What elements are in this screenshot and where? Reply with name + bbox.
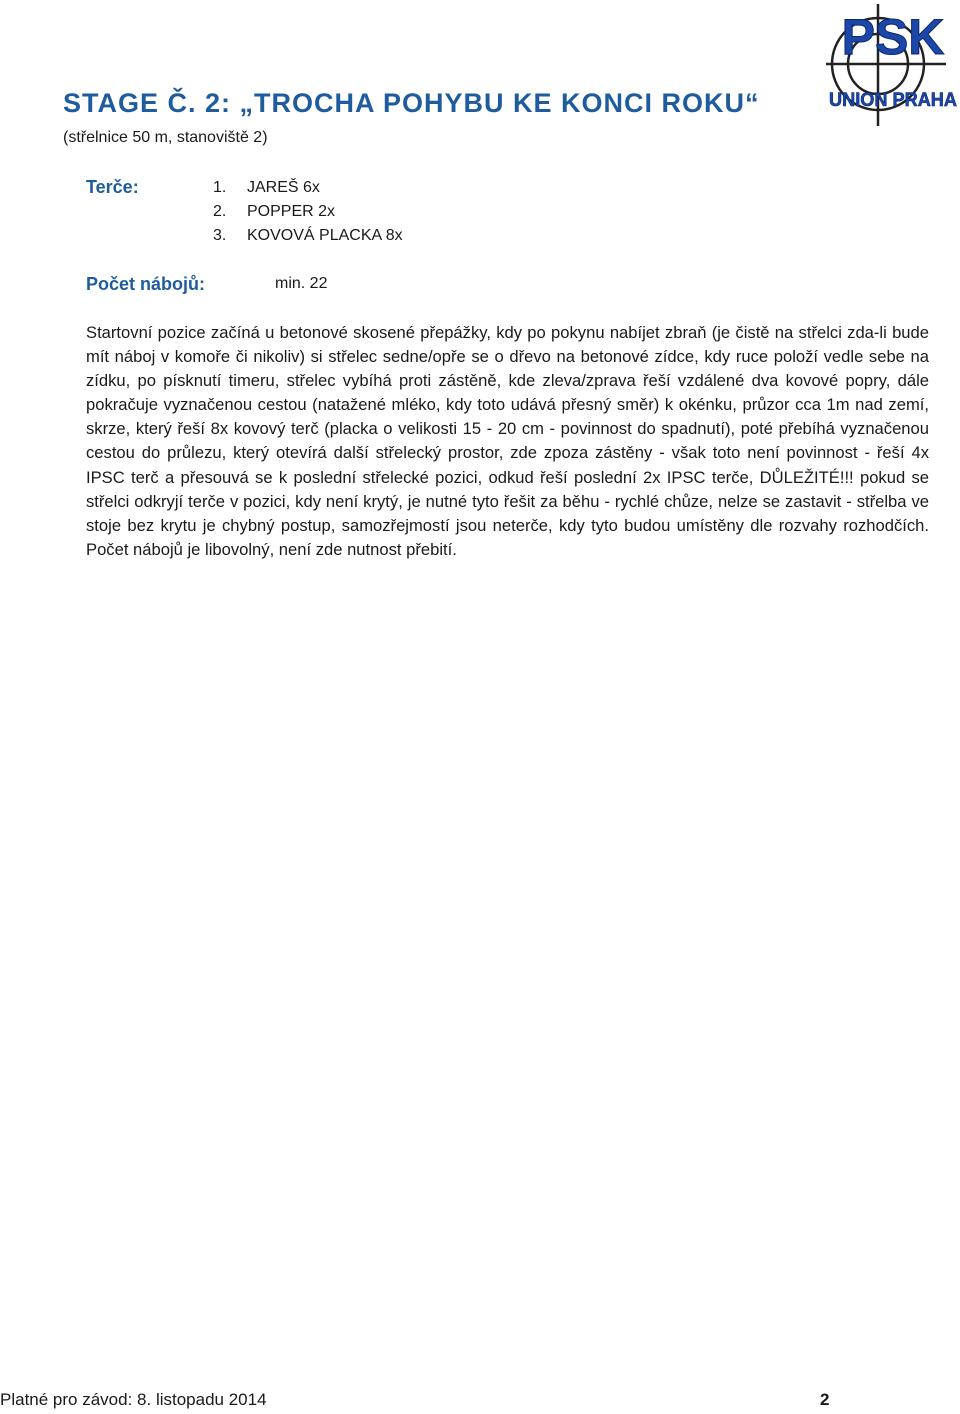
ammo-label: Počet nábojů: [86, 274, 206, 294]
psk-union-praha-logo [826, 2, 960, 128]
target-number: 2. [213, 203, 227, 220]
ammo-value: min. 22 [275, 275, 328, 292]
target-text: JAREŠ 6x [247, 179, 320, 196]
logo-psk-text: PSK [841, 9, 945, 65]
page-subtitle: (střelnice 50 m, stanoviště 2) [63, 129, 268, 146]
target-text: KOVOVÁ PLACKA 8x [247, 227, 403, 244]
page-footer [0, 1390, 960, 1412]
page-number: 2 [820, 1390, 830, 1409]
target-item [213, 200, 403, 224]
page-title: STAGE Č. 2: „TROCHA POHYBU KE KONCI ROKU“ [63, 88, 760, 118]
footer-label: Platné pro závod: [0, 1390, 133, 1409]
target-item [213, 176, 403, 200]
targets-label: Terče: [86, 177, 139, 197]
target-text: POPPER 2x [247, 203, 336, 220]
target-item [213, 224, 403, 248]
target-number: 1. [213, 179, 227, 196]
footer-date: 8. listopadu 2014 [137, 1390, 267, 1409]
stage-description: Startovní pozice začíná u betonové skosené přepážky, kdy po pokynu nabíjet zbraň (je čistě na střelci zda-li bude mít náboj v komoře či nikoliv) si střelec sedne/opře se o dřevo na betonové zídce, kdy ruce položí vedle sebe na zídku, po písknutí timeru, střelec vybíhá proti zástěně, kde zleva/zprava řeší vzdálené dva kovové popry, dále pokračuje vyznačenou cestou (natažené mléko, kdy toto udává přesný směr) k okénku, průzor cca 1m nad zemí, skrze, který řeší 8x kovový terč (placka o velikosti 15 - 20 cm - povinnost do spadnutí), poté přebíhá vyznačenou cestou do průlezu, který otevírá další střelecký prostor, zde zpoza zástěny - však toto není povinnost - řeší 4x IPSC terč a přesouvá se k poslední střelecké pozici, odkud řeší poslední 2x IPSC terče, DŮLEŽITÉ!!! pokud se střelci odkryjí terče v pozici, kdy není krytý, je nutné tyto řešit za běhu - rychlé chůze, nelze se zastavit - střelba ve stoje bez krytu je chybný postup, samozřejmostí jsou neterče, kdy tyto budou umístěny dle rozvahy rozhodčích. Počet nábojů je libovolný, není zde nutnost přebití. [86, 323, 929, 559]
targets-list [213, 176, 403, 248]
crosshair-target-icon [826, 2, 960, 128]
logo-union-praha-text: UNION PRAHA [829, 90, 958, 111]
target-number: 3. [213, 227, 227, 244]
